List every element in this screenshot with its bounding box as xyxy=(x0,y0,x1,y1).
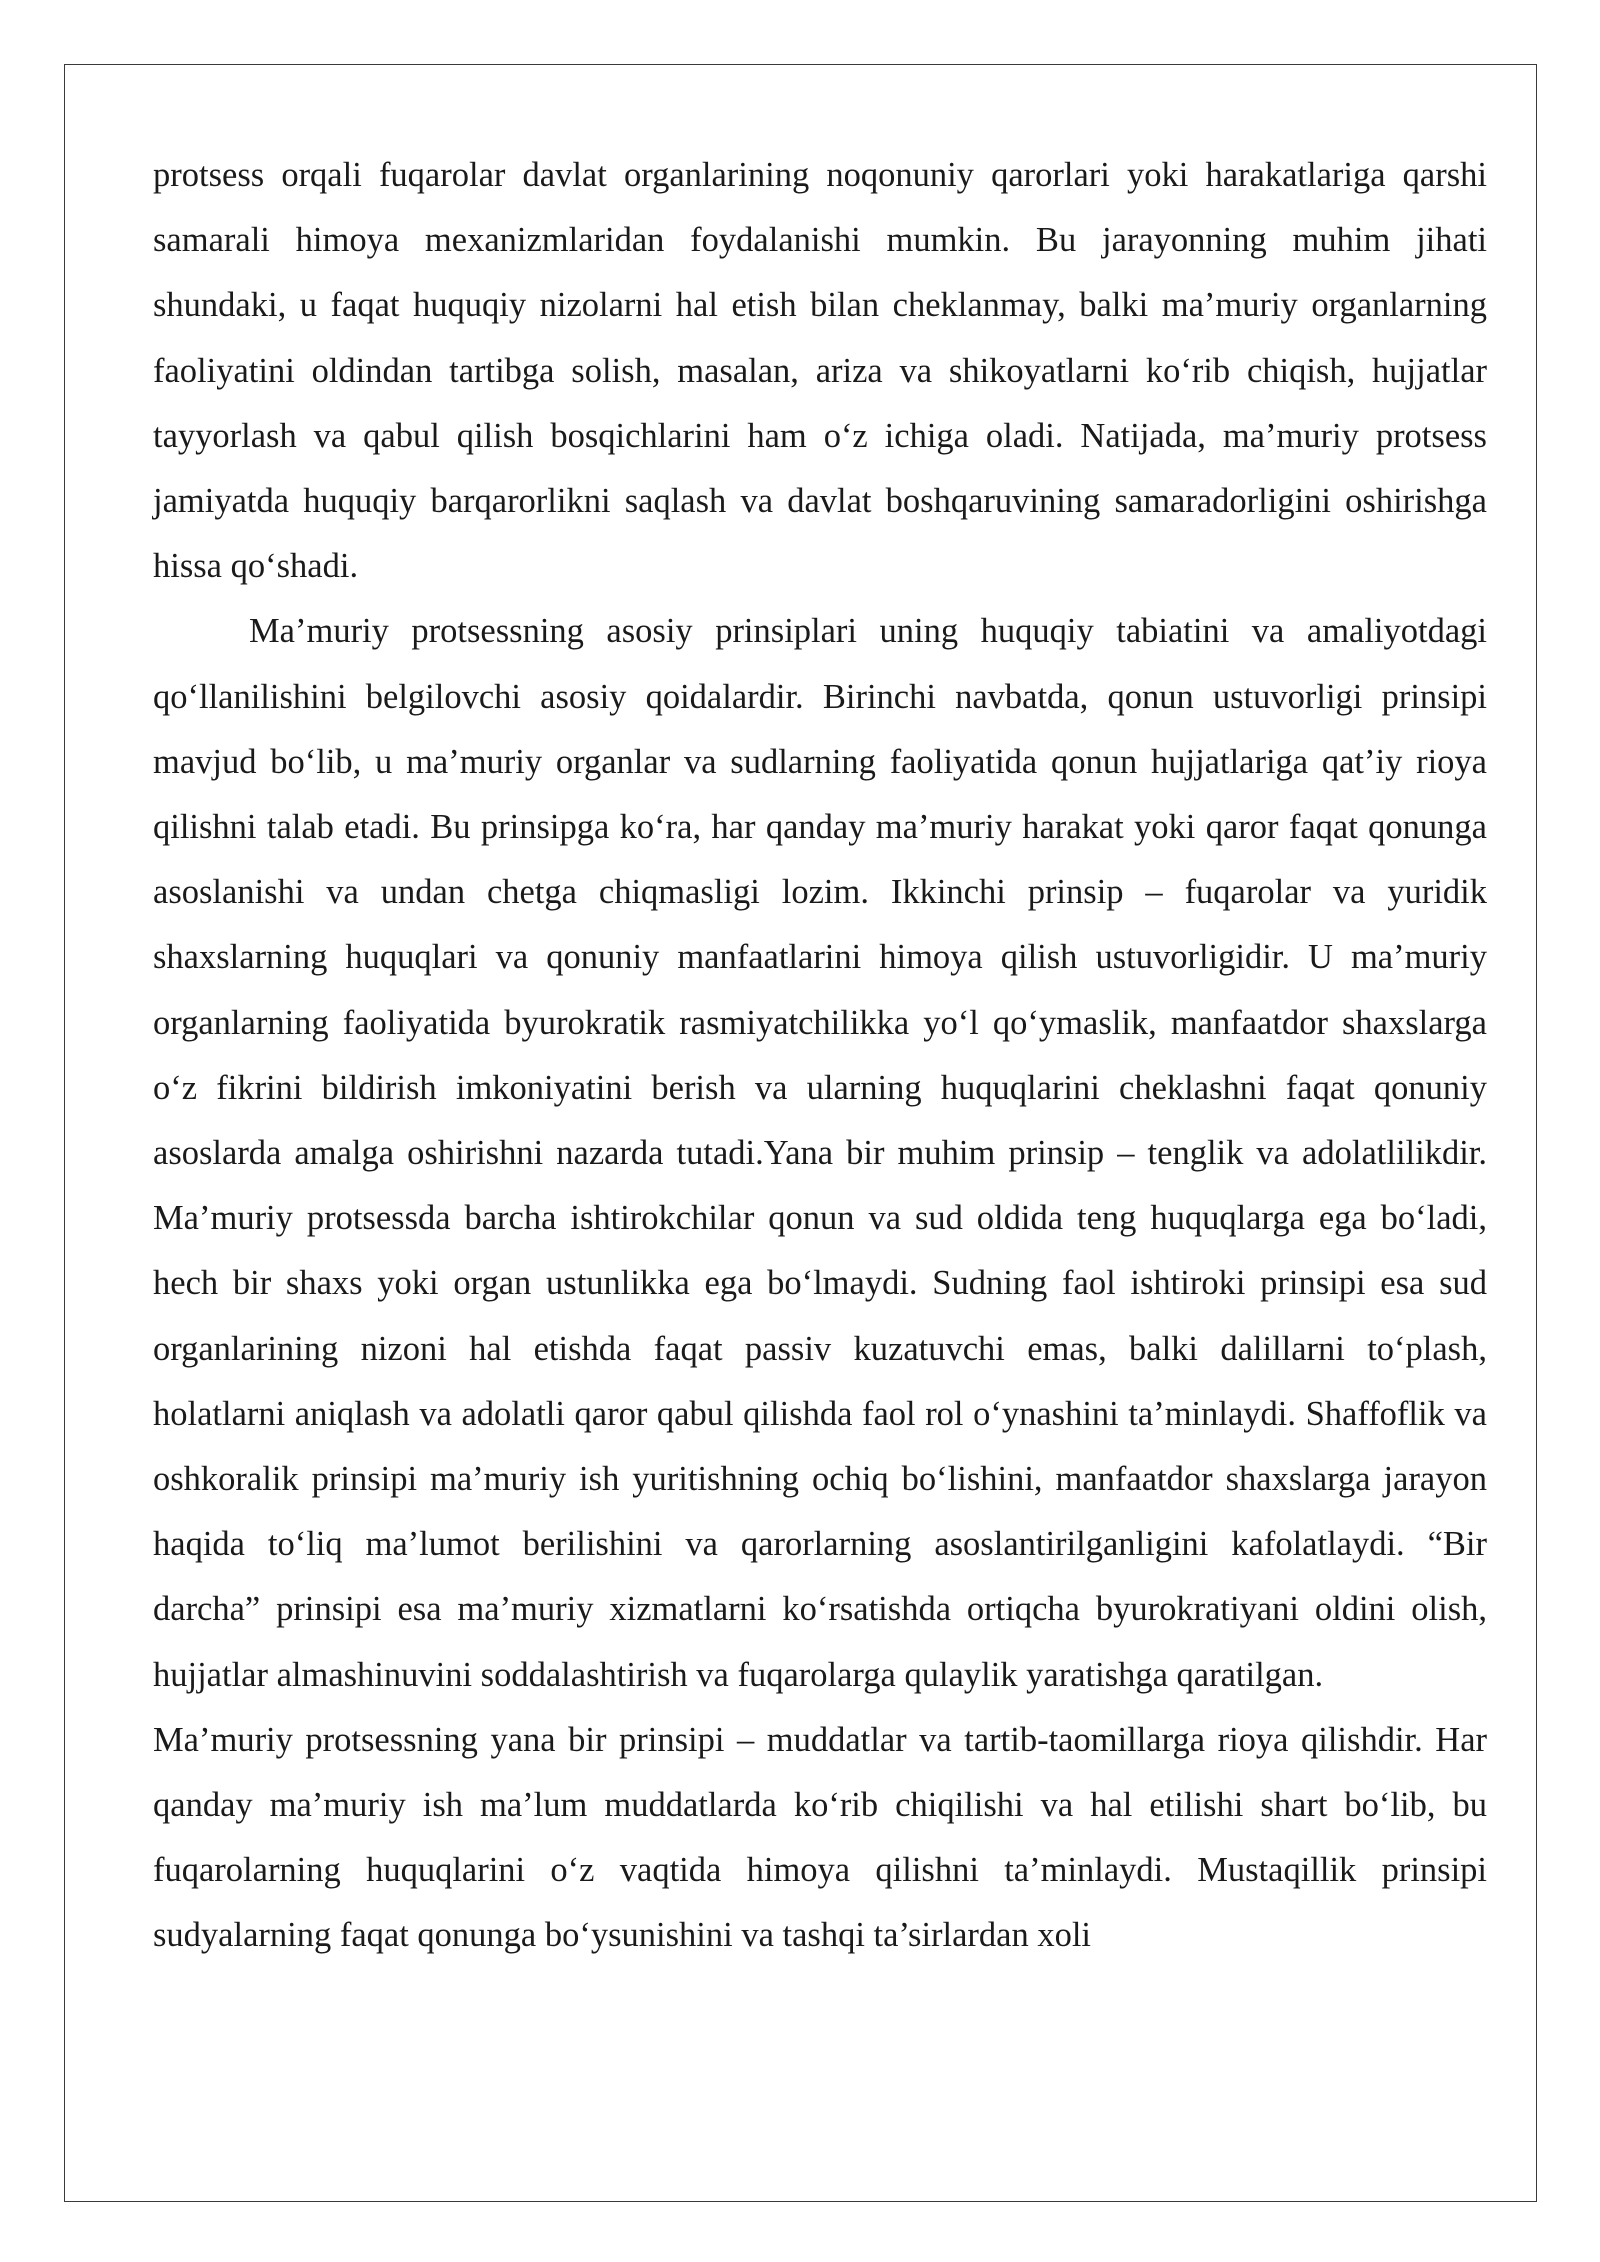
paragraph-3: Ma’muriy protsessning yana bir prinsipi – muddatlar va tartib-taomillarga rioya qilishdir. Har qanday ma’muriy ish ma’lum muddatlarda ko‘rib chiqilishi va hal etilishi shart bo‘lib, bu fuqarolarning huquqlarini o‘z vaqtida himoya qilishni ta’minlaydi. Mustaqillik prinsipi sudyalarning faqat qonunga bo‘ysunishini va tashqi ta’sirlardan xoli xyxy=(153,1720,1487,1955)
document-body xyxy=(153,143,1487,1969)
paragraph-1: protsess orqali fuqarolar davlat organlarining noqonuniy qarorlari yoki harakatlariga qarshi samarali himoya mexanizmlaridan foydalanishi mumkin. Bu jarayonning muhim jihati shundaki, u faqat huquqiy nizolarni hal etish bilan cheklanmay, balki ma’muriy organlarning faoliyatini oldindan tartibga solish, masalan, ariza va shikoyatlarni ko‘rib chiqish, hujjatlar tayyorlash va qabul qilish bosqichlarini ham o‘z ichiga oladi. Natijada, ma’muriy protsess jamiyatda huquqiy barqarorlikni saqlash va davlat boshqaruvining samaradorligini oshirishga hissa qo‘shadi. xyxy=(153,156,1487,586)
paragraph-2: Ma’muriy protsessning asosiy prinsiplari uning huquqiy tabiatini va amaliyotdagi qo‘llanilishini belgilovchi asosiy qoidalardir. Birinchi navbatda, qonun ustuvorligi prinsipi mavjud bo‘lib, u ma’muriy organlar va sudlarning faoliyatida qonun hujjatlariga qat’iy rioya qilishni talab etadi. Bu prinsipga ko‘ra, har qanday ma’muriy harakat yoki qaror faqat qonunga asoslanishi va undan chetga chiqmasligi lozim. Ikkinchi prinsip – fuqarolar va yuridik shaxslarning huquqlari va qonuniy manfaatlarini himoya qilish ustuvorligidir. U ma’muriy organlarning faoliyatida byurokratik rasmiyatchilikka yo‘l qo‘ymaslik, manfaatdor shaxslarga o‘z fikrini bildirish imkoniyatini berish va ularning huquqlarini cheklashni faqat qonuniy asoslarda amalga oshirishni nazarda tutadi.Yana bir muhim prinsip – tenglik va adolatlilikdir. Ma’muriy protsessda barcha ishtirokchilar qonun va sud oldida teng huquqlarga ega bo‘ladi, hech bir shaxs yoki organ ustunlikka ega bo‘lmaydi. Sudning faol ishtiroki prinsipi esa sud organlarining nizoni hal etishda faqat passiv kuzatuvchi emas, balki dalillarni to‘plash, holatlarni aniqlash va adolatli qaror qabul qilishda faol rol o‘ynashini ta’minlaydi. Shaffoflik va oshkoralik prinsipi ma’muriy ish yuritishning ochiq bo‘lishini, manfaatdor shaxslarga jarayon haqida to‘liq ma’lumot berilishini va qarorlarning asoslantirilganligini kafolatlaydi. “Bir darcha” prinsipi esa ma’muriy xizmatlarni ko‘rsatishda ortiqcha byurokratiyani oldini olish, hujjatlar almashinuvini soddalashtirish va fuqarolarga qulaylik yaratishga qaratilgan. xyxy=(153,612,1487,1694)
